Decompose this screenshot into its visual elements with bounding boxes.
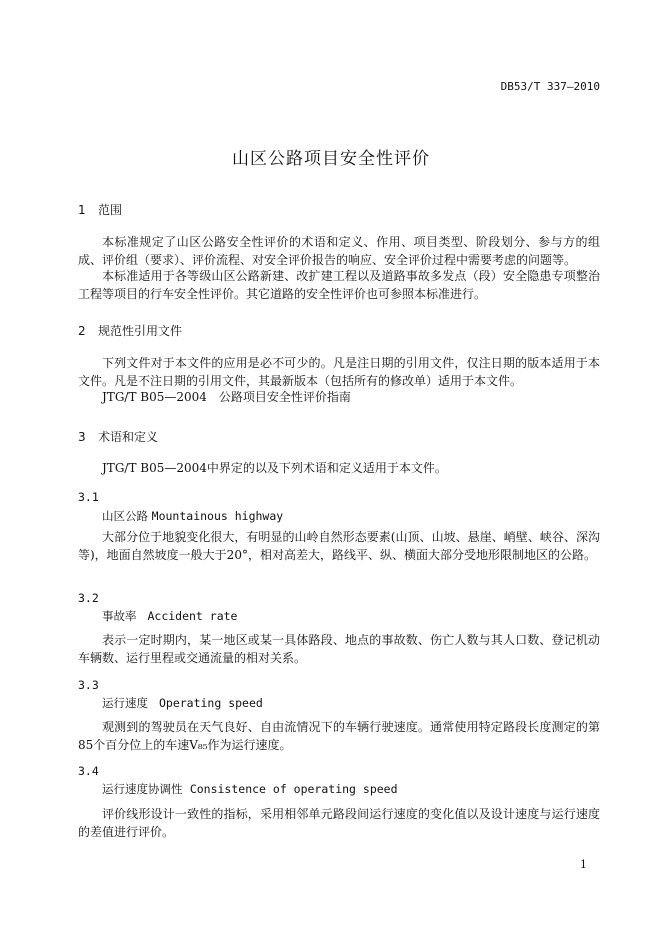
term-name-zh: 山区公路 bbox=[102, 509, 148, 523]
term-definition: 观测到的驾驶员在天气良好、自由流情况下的车辆行驶速度。通常使用特定路段长度测定的第85个百分位上的车速V₈₅作为运行速度。 bbox=[78, 720, 600, 752]
term-name-en: Operating speed bbox=[158, 696, 263, 710]
term-definition: 评价线形设计一致性的指标，采用相邻单元路段间运行速度的变化值以及设计速度与运行速度的差值进行评价。 bbox=[78, 807, 600, 839]
standard-code: DB53/T 337—2010 bbox=[500, 80, 600, 93]
term-name bbox=[102, 695, 263, 711]
term-name bbox=[102, 608, 237, 624]
term-name bbox=[102, 508, 283, 524]
section-3-paragraph-1: JTG/T B05—2004中界定的以及下列术语和定义适用于本文件。 bbox=[102, 461, 447, 475]
term-name-en: Accident rate bbox=[147, 609, 238, 623]
term-name-zh: 运行速度协调性 bbox=[102, 782, 183, 796]
term-number: 3.2 bbox=[78, 591, 99, 605]
section-number: 1 bbox=[78, 203, 86, 217]
section-title: 术语和定义 bbox=[98, 430, 159, 444]
term-number: 3.4 bbox=[78, 764, 99, 778]
term-name-zh: 运行速度 bbox=[102, 696, 148, 710]
section-number: 3 bbox=[78, 430, 86, 444]
section-1-paragraph-2: 本标准适用于各等级山区公路新建、改扩建工程以及道路事故多发点（段）安全隐患专项整治工程等项目的行车安全性评价。其它道路的安全性评价也可参照本标准进行。 bbox=[78, 269, 600, 301]
section-2-paragraph-1: 下列文件对于本文件的应用是必不可少的。凡是注日期的引用文件，仅注日期的版本适用于本文件。凡是不注日期的引用文件，其最新版本（包括所有的修改单）适用于本文件。 bbox=[78, 356, 600, 388]
section-1-heading bbox=[78, 201, 122, 218]
term-name-en: Consistence of operating speed bbox=[189, 782, 398, 796]
section-number: 2 bbox=[78, 324, 86, 338]
term-definition: 大部分位于地貌变化很大，有明显的山岭自然形态要素(山顶、山坡、悬崖、峭壁、峡谷、深沟等)，地面自然坡度一般大于20°，相对高差大，路线平、纵、横面大部分受地形限制地区的公路。 bbox=[78, 530, 600, 562]
section-2-reference: JTG/T B05—2004 公路项目安全性评价指南 bbox=[102, 390, 351, 404]
section-2-heading bbox=[78, 322, 182, 339]
term-name bbox=[102, 781, 398, 797]
page-number: 1 bbox=[580, 858, 587, 871]
term-name-en: Mountainous highway bbox=[151, 509, 284, 523]
document-title: 山区公路项目安全性评价 bbox=[232, 149, 430, 169]
term-number: 3.3 bbox=[78, 678, 99, 692]
term-name-zh: 事故率 bbox=[102, 609, 137, 623]
section-1-paragraph-1: 本标准规定了山区公路安全性评价的术语和定义、作用、项目类型、阶段划分、参与方的组成、评价组（要求）、评价流程、对安全评价报告的响应、安全评价过程中需要考虑的问题等。 bbox=[78, 235, 600, 267]
term-number: 3.1 bbox=[78, 490, 99, 504]
section-3-heading bbox=[78, 428, 158, 445]
section-title: 规范性引用文件 bbox=[98, 324, 183, 338]
section-title: 范围 bbox=[98, 203, 123, 217]
term-definition: 表示一定时期内，某一地区或某一具体路段、地点的事故数、伤亡人数与其人口数、登记机动车辆数、运行里程或交通流量的相对关系。 bbox=[78, 633, 600, 665]
